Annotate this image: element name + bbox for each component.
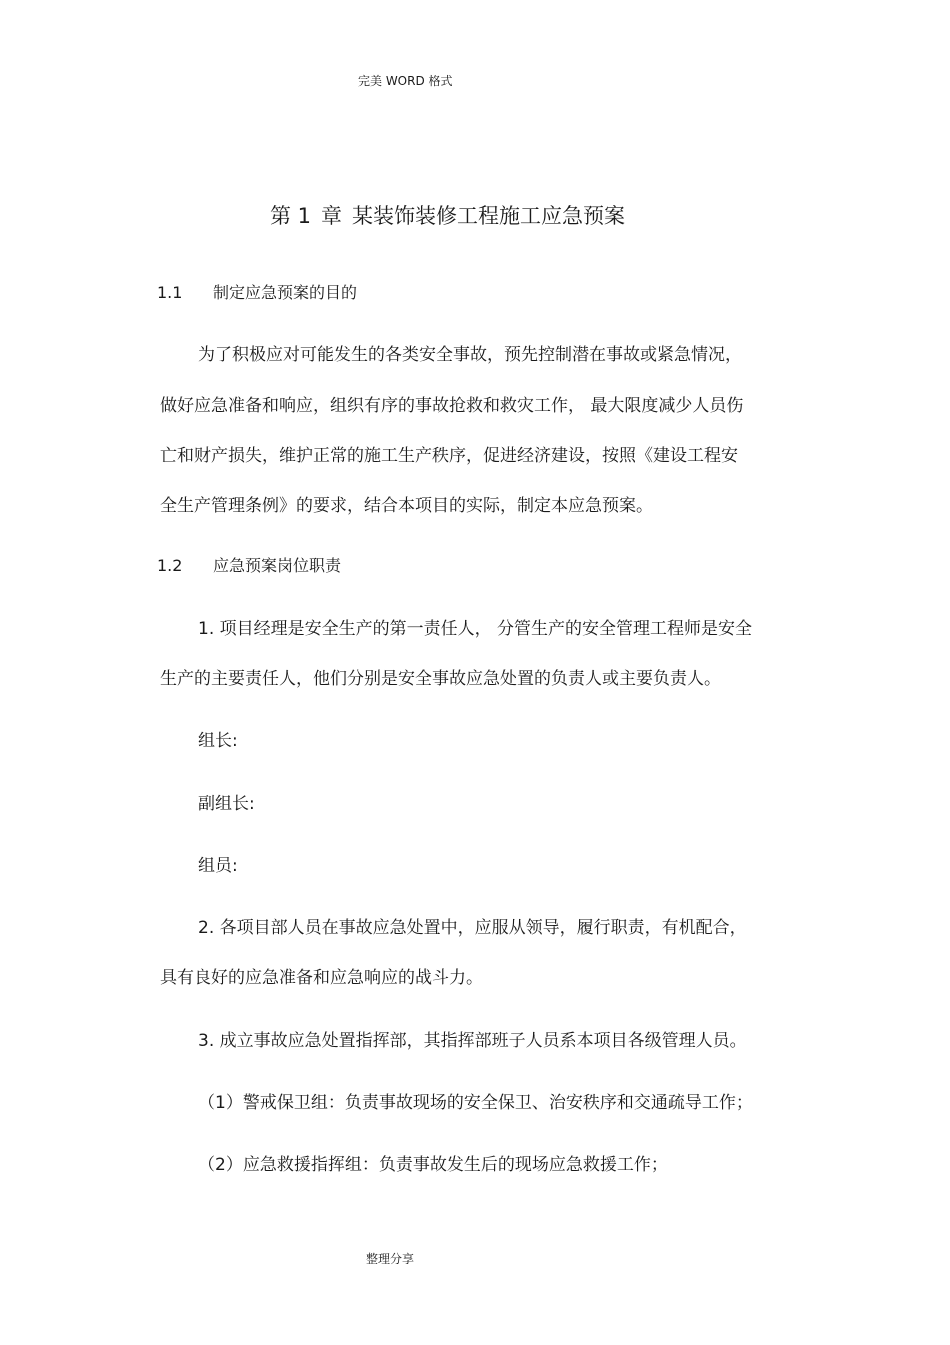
paragraph-line: 生产的主要责任人，他们分别是安全事故应急处置的负责人或主要负责人。 [160, 669, 721, 689]
section-number: 1.2 [157, 556, 183, 575]
chapter-prefix: 第 1 [270, 204, 312, 228]
section-label: 制定应急预案的目的 [213, 283, 358, 302]
page-header: 完美 WORD 格式 [358, 74, 453, 88]
sub-item: （1）警戒保卫组：负责事故现场的安全保卫、治安秩序和交通疏导工作； [198, 1093, 753, 1113]
page-footer: 整理分享 [366, 1252, 415, 1266]
section-number: 1.1 [157, 283, 183, 302]
role-label-leader: 组长: [198, 731, 238, 751]
sub-item: （2）应急救援指挥组：负责事故发生后的现场应急救援工作； [198, 1155, 668, 1175]
paragraph-line: 为了积极应对可能发生的各类安全事故，预先控制潜在事故或紧急情况， [198, 345, 742, 365]
paragraph-line: 做好应急准备和响应，组织有序的事故抢救和救灾工作， 最大限度减少人员伤 [160, 396, 744, 416]
role-label-member: 组员: [198, 856, 238, 876]
chapter-name: 某装饰装修工程施工应急预案 [352, 204, 626, 228]
section-heading [157, 555, 341, 577]
paragraph-line: 亡和财产损失，维护正常的施工生产秩序，促进经济建设，按照《建设工程安 [160, 446, 738, 466]
role-label-deputy: 副组长: [198, 794, 255, 814]
paragraph-line: 3. 成立事故应急处置指挥部，其指挥部班子人员系本项目各级管理人员。 [198, 1031, 747, 1051]
paragraph-line: 2. 各项目部人员在事故应急处置中，应服从领导，履行职责，有机配合， [198, 918, 747, 938]
chapter-title [270, 202, 625, 230]
paragraph-line: 全生产管理条例》的要求，结合本项目的实际，制定本应急预案。 [160, 496, 653, 516]
paragraph-line: 具有良好的应急准备和应急响应的战斗力。 [160, 968, 483, 988]
chapter-word: 章 [321, 204, 343, 228]
paragraph-line: 1. 项目经理是安全生产的第一责任人， 分管生产的安全管理工程师是安全 [198, 619, 753, 639]
section-label: 应急预案岗位职责 [213, 556, 342, 575]
section-heading [157, 282, 357, 304]
